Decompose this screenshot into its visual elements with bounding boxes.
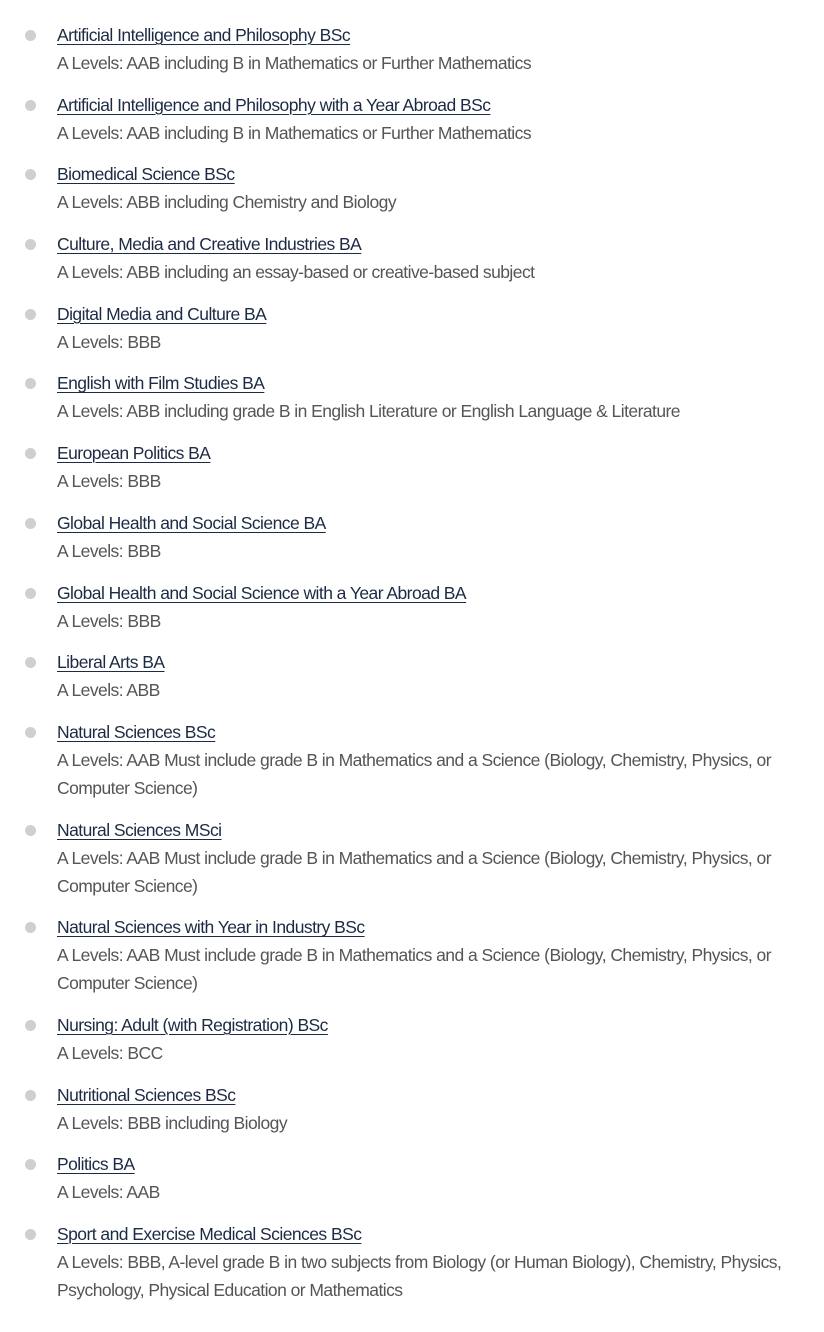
bullet-icon	[25, 1090, 36, 1101]
course-item	[57, 1220, 794, 1304]
course-requirement: A Levels: BCC	[57, 1042, 163, 1063]
course-requirement: A Levels: AAB including B in Mathematics or Further Mathematics	[57, 53, 532, 73]
bullet-icon	[25, 657, 36, 668]
course-requirement: A Levels: AAB	[57, 1182, 160, 1203]
course-item	[57, 91, 794, 147]
course-requirement: A Levels: ABB including an essay-based or creative-based subject	[57, 262, 535, 283]
course-requirement: A Levels: AAB including B in Mathematics or Further Mathematics	[57, 122, 532, 143]
bullet-icon	[25, 922, 36, 933]
bullet-icon	[25, 239, 36, 250]
course-link[interactable]: Liberal Arts BA	[57, 652, 165, 673]
course-item	[57, 579, 794, 635]
course-requirement: A Levels: AAB Must include grade B in Mathematics and a Science (Biology, Chemistry, Physics, or Computer Science)	[57, 847, 771, 896]
bullet-icon	[25, 518, 36, 529]
course-item	[57, 648, 794, 704]
course-requirement: A Levels: BBB	[57, 610, 161, 631]
course-requirement: A Levels: BBB	[57, 471, 161, 492]
course-link[interactable]: Culture, Media and Creative Industries BA	[57, 234, 362, 255]
course-requirement: A Levels: BBB	[57, 331, 161, 352]
course-requirement: A Levels: ABB including Chemistry and Biology	[57, 192, 397, 213]
course-requirement: A Levels: BBB including Biology	[57, 1112, 288, 1133]
course-link[interactable]: Sport and Exercise Medical Sciences BSc	[57, 1224, 362, 1244]
bullet-icon	[25, 169, 36, 180]
course-link[interactable]: Natural Sciences with Year in Industry BSc	[57, 917, 365, 938]
bullet-icon	[25, 588, 36, 599]
course-requirement: A Levels: ABB	[57, 680, 160, 701]
course-link[interactable]: Politics BA	[57, 1154, 135, 1175]
course-item	[57, 1150, 794, 1206]
bullet-icon	[25, 309, 36, 320]
course-requirement: A Levels: BBB, A-level grade B in two subjects from Biology (or Human Biology), Chemistry, Physics, Psychology, Physical Education or Mathematics	[57, 1252, 782, 1300]
course-requirement: A Levels: BBB	[57, 540, 161, 561]
course-item	[57, 439, 794, 495]
course-item	[57, 21, 794, 77]
course-item	[57, 1011, 794, 1067]
bullet-icon	[25, 30, 36, 41]
course-item	[57, 369, 794, 425]
course-link[interactable]: English with Film Studies BA	[57, 373, 265, 394]
course-item	[57, 816, 794, 900]
course-link[interactable]: Biomedical Science BSc	[57, 164, 235, 185]
bullet-icon	[25, 378, 36, 389]
course-link[interactable]: Global Health and Social Science BA	[57, 512, 326, 533]
bullet-icon	[25, 448, 36, 459]
course-item	[57, 913, 794, 997]
course-link[interactable]: Global Health and Social Science with a Year Abroad BA	[57, 582, 467, 603]
course-link[interactable]: Natural Sciences MSci	[57, 819, 222, 840]
course-item	[57, 230, 794, 286]
course-requirement: A Levels: ABB including grade B in English Literature or English Language & Literature	[57, 401, 680, 422]
course-item	[57, 160, 794, 216]
course-item	[57, 509, 794, 565]
course-item	[57, 718, 794, 802]
course-requirement: A Levels: AAB Must include grade B in Mathematics and a Science (Biology, Chemistry, Physics, or Computer Science)	[57, 945, 771, 994]
course-link[interactable]: Artificial Intelligence and Philosophy with a Year Abroad BSc	[57, 94, 491, 115]
course-link[interactable]: Digital Media and Culture BA	[57, 303, 267, 324]
course-link[interactable]: Artificial Intelligence and Philosophy BSc	[57, 25, 351, 45]
course-item	[57, 300, 794, 356]
course-link[interactable]: Nursing: Adult (with Registration) BSc	[57, 1014, 328, 1035]
bullet-icon	[25, 727, 36, 738]
course-requirement: A Levels: AAB Must include grade B in Mathematics and a Science (Biology, Chemistry, Physics, or Computer Science)	[57, 749, 771, 798]
bullet-icon	[25, 825, 36, 836]
course-link[interactable]: European Politics BA	[57, 443, 211, 464]
bullet-icon	[25, 1159, 36, 1170]
bullet-icon	[25, 1020, 36, 1031]
course-link[interactable]: Natural Sciences BSc	[57, 721, 216, 742]
course-link[interactable]: Nutritional Sciences BSc	[57, 1084, 236, 1105]
bullet-icon	[25, 1229, 36, 1240]
course-item	[57, 1081, 794, 1137]
bullet-icon	[25, 100, 36, 111]
